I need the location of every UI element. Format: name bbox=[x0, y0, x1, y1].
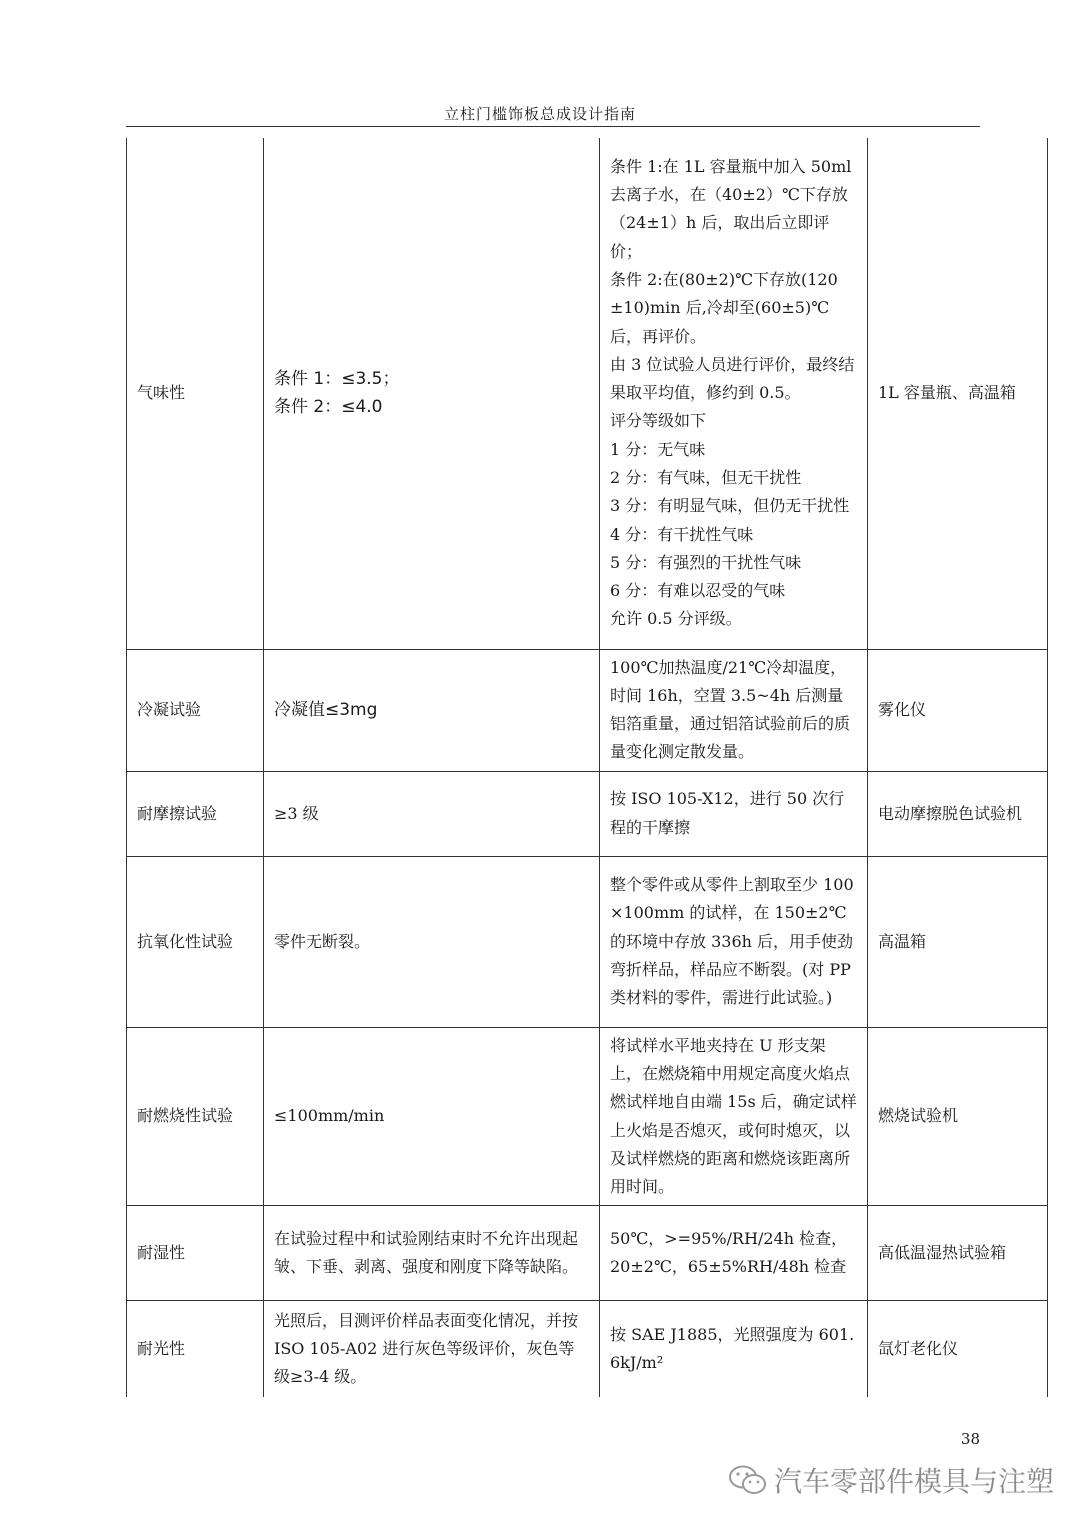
method-line: 由 3 位试验人员进行评价，最终结果取平均值，修约到 0.5。 bbox=[610, 354, 855, 403]
equipment-cell: 高温箱 bbox=[868, 856, 1048, 1027]
method-line: 4 分：有干扰性气味 bbox=[610, 524, 754, 544]
equipment-cell: 高低温湿热试验箱 bbox=[868, 1206, 1048, 1301]
method-line: 1 分：无气味 bbox=[610, 439, 706, 459]
page-number: 38 bbox=[960, 1430, 980, 1448]
method-cell: 100℃加热温度/21℃冷却温度，时间 16h，空置 3.5~4h 后测量铝箔重量，通过铝箔试验前后的质量变化测定散发量。 bbox=[600, 649, 868, 771]
header-divider bbox=[126, 126, 980, 127]
requirement-line: 条件 1：≤3.5； bbox=[274, 368, 400, 389]
equipment-cell: 1L 容量瓶、高温箱 bbox=[868, 138, 1048, 649]
watermark bbox=[728, 1460, 1054, 1500]
requirement-cell bbox=[264, 138, 600, 649]
equipment-cell: 燃烧试验机 bbox=[868, 1027, 1048, 1206]
test-spec-table bbox=[126, 138, 1048, 1397]
test-name-cell: 耐燃烧性试验 bbox=[127, 1027, 264, 1206]
method-cell: 整个零件或从零件上割取至少 100×100mm 的试样，在 150±2℃的环境中存放 336h 后，用手使劲弯折样品，样品应不断裂。(对 PP 类材料的零件，需进行此试验。) bbox=[600, 856, 868, 1027]
method-line: 3 分：有明显气味，但仍无干扰性 bbox=[610, 496, 850, 516]
equipment-cell: 电动摩擦脱色试验机 bbox=[868, 771, 1048, 856]
requirement-cell: 零件无断裂。 bbox=[264, 856, 600, 1027]
document-header-title: 立柱门槛饰板总成设计指南 bbox=[443, 105, 636, 123]
requirement-cell: 光照后，目测评价样品表面变化情况，并按 ISO 105-A02 进行灰色等级评价，灰色等级≥3-4 级。 bbox=[264, 1301, 600, 1397]
equipment-cell: 氙灯老化仪 bbox=[868, 1301, 1048, 1397]
requirement-cell: 在试验过程中和试验刚结束时不允许出现起皱、下垂、剥离、强度和刚度下降等缺陷。 bbox=[264, 1206, 600, 1301]
test-name-cell: 耐湿性 bbox=[127, 1206, 264, 1301]
method-line: 条件 2:在(80±2)℃下存放(120±10)min 后,冷却至(60±5)℃后，再评价。 bbox=[610, 269, 838, 346]
table-row bbox=[127, 1206, 1048, 1301]
table-row bbox=[127, 138, 1048, 649]
method-cell: 50℃，>=95%/RH/24h 检查，20±2℃，65±5%RH/48h 检查 bbox=[600, 1206, 868, 1301]
test-name-cell: 耐摩擦试验 bbox=[127, 771, 264, 856]
requirement-cell: ≥3 级 bbox=[264, 771, 600, 856]
wechat-icon bbox=[728, 1463, 768, 1497]
method-line: 评分等级如下 bbox=[610, 411, 707, 431]
equipment-cell: 雾化仪 bbox=[868, 649, 1048, 771]
method-line: 6 分：有难以忍受的气味 bbox=[610, 581, 786, 601]
test-name-cell: 耐光性 bbox=[127, 1301, 264, 1397]
method-cell: 按 ISO 105-X12，进行 50 次行程的干摩擦 bbox=[600, 771, 868, 856]
test-name-cell: 抗氧化性试验 bbox=[127, 856, 264, 1027]
requirement-cell: ≤100mm/min bbox=[264, 1027, 600, 1206]
method-cell: 按 SAE J1885，光照强度为 601.6kJ/m² bbox=[600, 1301, 868, 1397]
table-row bbox=[127, 771, 1048, 856]
method-line: 允许 0.5 分评级。 bbox=[610, 609, 742, 629]
table-row bbox=[127, 1301, 1048, 1397]
method-line: 条件 1:在 1L 容量瓶中加入 50ml 去离子水，在（40±2）℃下存放（24±1）h 后，取出后立即评价； bbox=[610, 156, 852, 261]
watermark-text: 汽车零部件模具与注塑 bbox=[774, 1465, 1055, 1498]
method-line: 2 分：有气味，但无干扰性 bbox=[610, 467, 802, 487]
test-name-cell: 冷凝试验 bbox=[127, 649, 264, 771]
requirement-line: 条件 2：≤4.0 bbox=[274, 397, 383, 418]
test-name-cell: 气味性 bbox=[127, 138, 264, 649]
requirement-cell: 冷凝值≤3mg bbox=[264, 649, 600, 771]
table-row bbox=[127, 856, 1048, 1027]
table-row bbox=[127, 649, 1048, 771]
method-cell: 将试样水平地夹持在 U 形支架上，在燃烧箱中用规定高度火焰点燃试样地自由端 15s 后，确定试样上火焰是否熄灭，或何时熄灭，以及试样燃烧的距离和燃烧该距离所用时间。 bbox=[600, 1027, 868, 1206]
method-line: 5 分：有强烈的干扰性气味 bbox=[610, 552, 802, 572]
table-row bbox=[127, 1027, 1048, 1206]
method-cell bbox=[600, 138, 868, 649]
